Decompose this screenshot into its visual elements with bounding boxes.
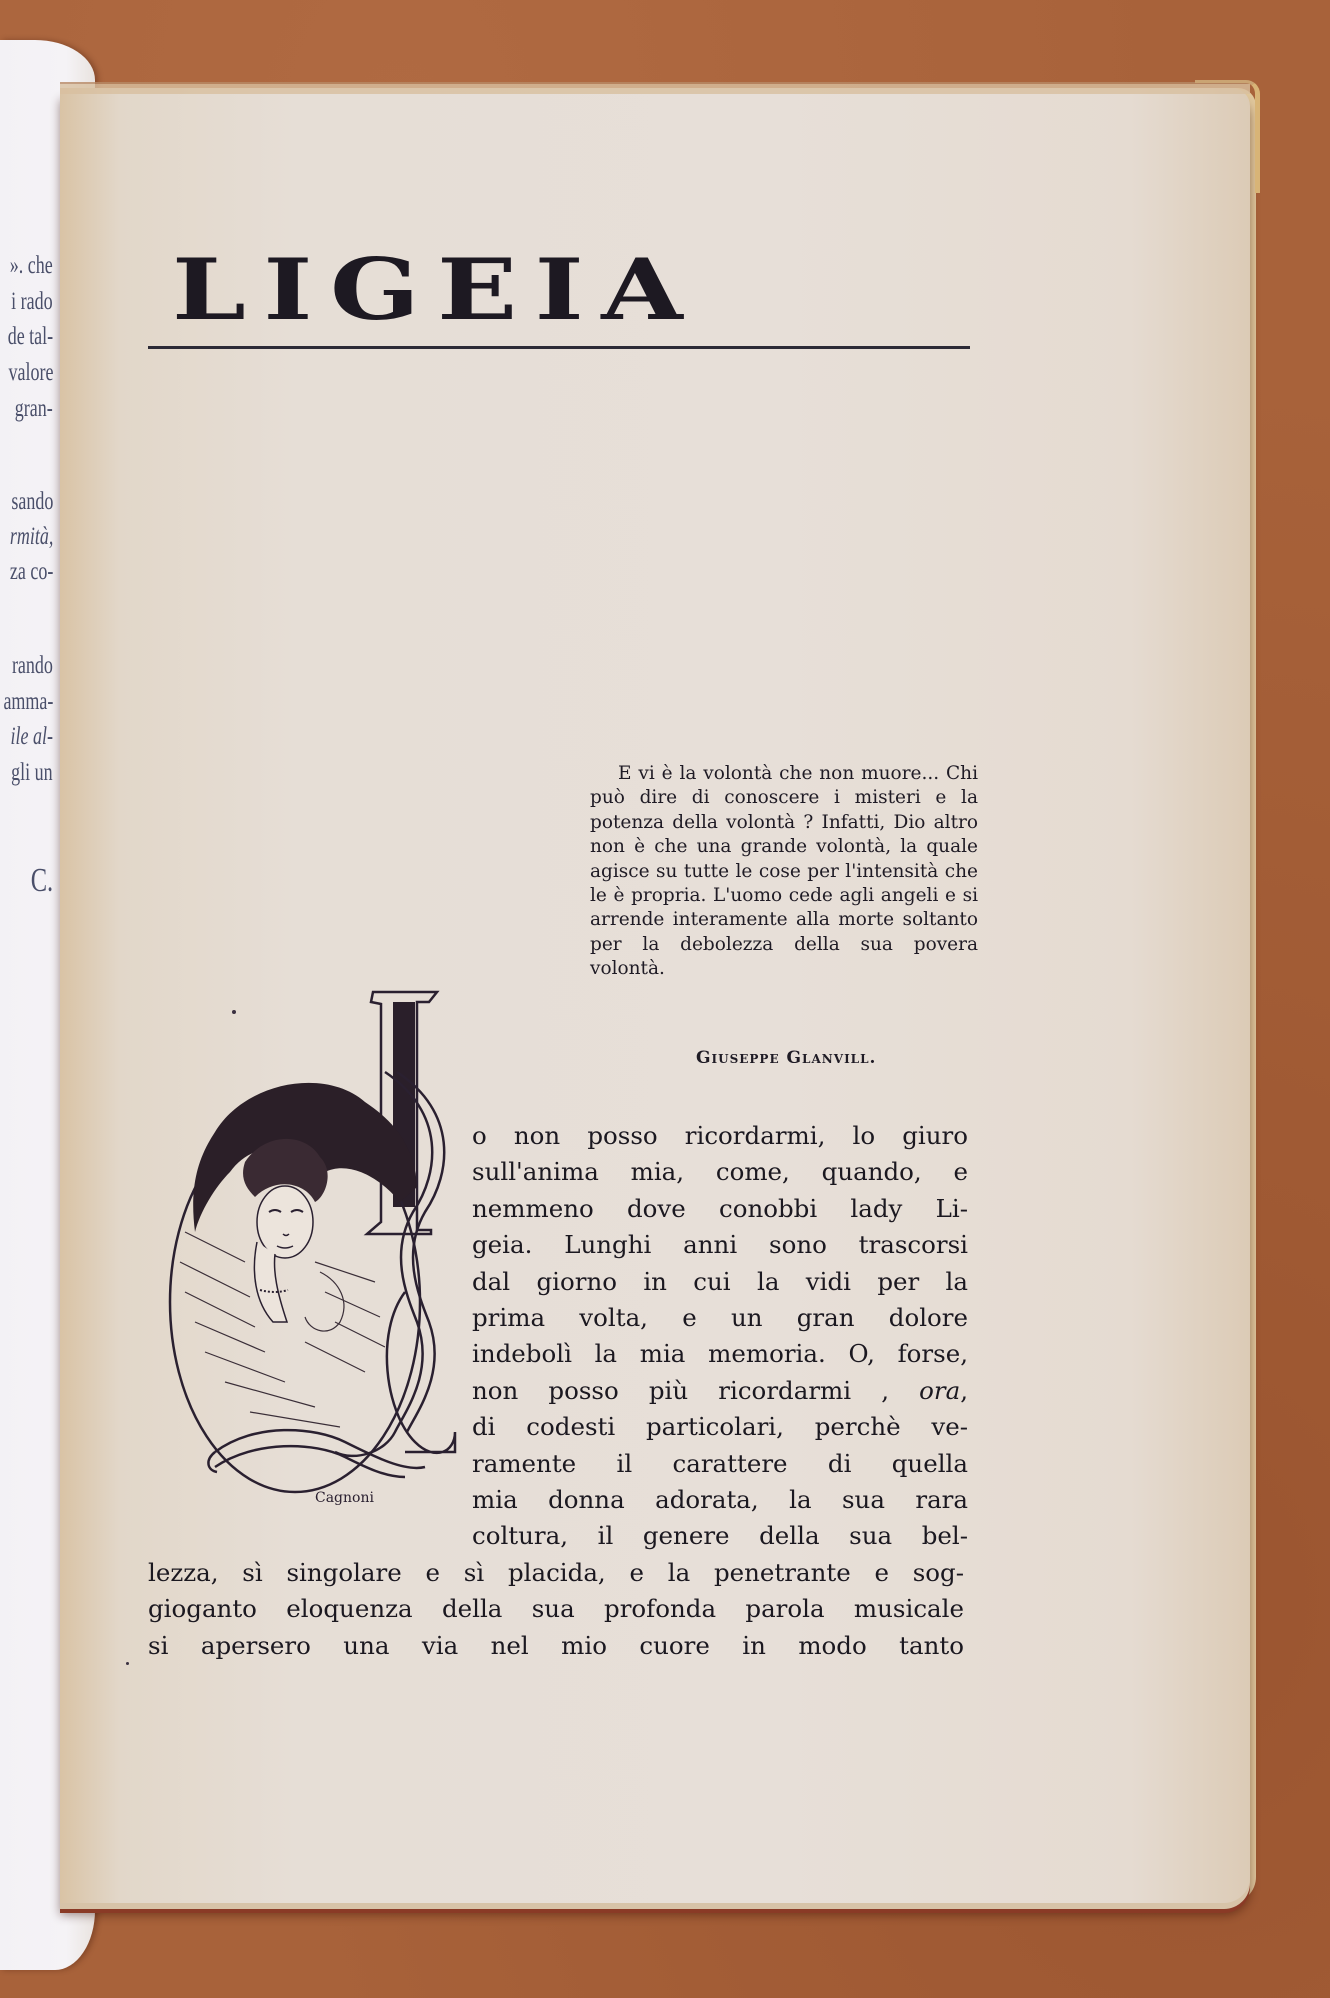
previous-page-text-fragment: ile al- — [10, 723, 53, 750]
body-text-line: indebolì la mia memoria. O, forse, — [472, 1339, 968, 1369]
body-text-line: lezza, sì singolare e sì placida, e la penetrante e sog- — [148, 1557, 964, 1587]
previous-page-text-fragment: ». che — [10, 252, 53, 279]
ink-speck — [126, 1662, 129, 1665]
ink-speck — [232, 1010, 236, 1014]
body-text-line: ramente il carattere di quella — [472, 1448, 968, 1478]
body-text-line: sull'anima mia, come, quando, e — [472, 1157, 968, 1187]
body-text-line: di codesti particolari, perchè ve- — [472, 1412, 968, 1442]
chapter-title: LIGEIA — [172, 240, 701, 339]
previous-page-text-fragment: sando — [11, 488, 53, 515]
previous-page-text-fragment: rando — [12, 652, 53, 679]
previous-page-text-fragment: valore — [8, 359, 53, 386]
previous-page-text-fragment: amma- — [3, 688, 53, 715]
body-text-line: nemmeno dove conobbi lady Li- — [472, 1193, 968, 1223]
page-corner-fold — [1195, 80, 1260, 193]
body-text-line: geia. Lunghi anni sono trascorsi — [472, 1230, 968, 1260]
epigraph — [590, 762, 978, 982]
page-top-edge — [60, 82, 1250, 94]
body-text-line: si apersero una via nel mio cuore in modo tanto — [148, 1630, 964, 1660]
epigraph-attribution: Giuseppe Glanvill. — [696, 1048, 877, 1068]
body-text-line: non posso più ricordarmi , ora, — [472, 1375, 968, 1405]
body-text-line: gioganto eloquenza della sua profonda parola musicale — [148, 1594, 964, 1624]
epigraph-text: E vi è la volontà che non muore... Chi può dire di conoscere i misteri e la potenza della volontà ? Infatti, Dio altro non è che una grande volontà, la quale agisce su tutte le cose per l'intensità che le è propria. L'uomo cede agli angeli e si arrende interamente alla morte soltanto per la debolezza della sua povera volontà. — [590, 763, 978, 980]
previous-page-text-fragment: C. — [30, 862, 53, 899]
body-text-line: o non posso ricordarmi, lo giuro — [472, 1121, 968, 1150]
body-text-line: dal giorno in cui la vidi per la — [472, 1266, 968, 1296]
svg-text:Cagnoni: Cagnoni — [315, 1490, 374, 1506]
previous-page-text-fragment: gli un — [11, 759, 53, 786]
body-text-line: mia donna adorata, la sua rara — [472, 1485, 968, 1514]
previous-page-text-fragment: rmità, — [9, 523, 53, 550]
previous-page-text-fragment: za co- — [9, 558, 53, 585]
illustrated-drop-cap-icon — [155, 972, 465, 1532]
title-underline-rule — [148, 346, 970, 349]
previous-page-text-fragment: gran- — [15, 395, 53, 422]
body-text-line: coltura, il genere della sua bel- — [472, 1521, 968, 1551]
previous-page-text-fragment: i rado — [11, 288, 53, 315]
body-text-line: prima volta, e un gran dolore — [472, 1303, 968, 1332]
previous-page-text-fragment: de tal- — [7, 323, 53, 350]
